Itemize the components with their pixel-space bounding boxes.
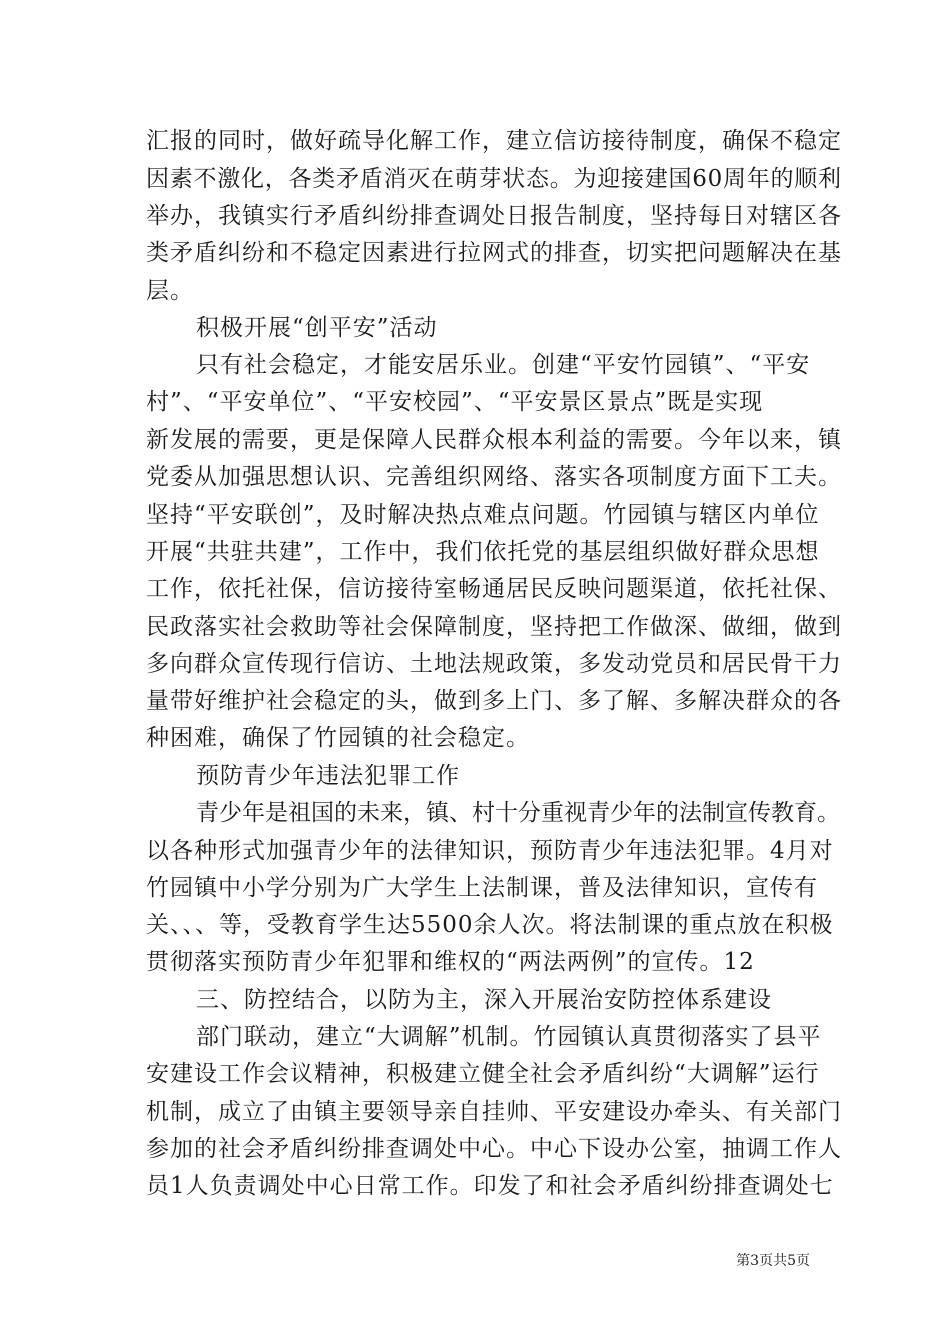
body-line: 因素不激化，各类矛盾消灭在萌芽状态。为迎接建国60周年的顺利 bbox=[146, 166, 842, 192]
body-line: 举办，我镇实行矛盾纠纷排查调处日报告制度，坚持每日对辖区各 bbox=[146, 203, 842, 229]
body-line: 类矛盾纠纷和不稳定因素进行拉网式的排查，切实把问题解决在基 bbox=[146, 240, 842, 266]
body-line: 层。 bbox=[146, 278, 194, 304]
body-line: 参加的社会矛盾纠纷排查调处中心。中心下设办公室，抽调工作人 bbox=[146, 1136, 842, 1162]
section-heading: 预防青少年违法犯罪工作 bbox=[196, 763, 460, 789]
body-line: 员1人负责调处中心日常工作。印发了和社会矛盾纠纷排查调处七 bbox=[146, 1173, 834, 1199]
body-line: 开展“共驻共建”，工作中，我们依托党的基层组织做好群众思想 bbox=[146, 539, 820, 565]
body-line: 关、、、等，受教育学生达5500余人次。将法制课的重点放在积极 bbox=[146, 912, 834, 938]
body-line: 安建设工作会议精神，积极建立健全社会矛盾纠纷“大调解”运行 bbox=[146, 1061, 820, 1087]
section-heading: 积极开展“创平安”活动 bbox=[196, 315, 438, 341]
body-line: 竹园镇中小学分别为广大学生上法制课，普及法律知识，宣传有 bbox=[146, 875, 818, 901]
body-line: 机制，成立了由镇主要领导亲自挂帅、平安建设办牵头、有关部门 bbox=[146, 1099, 842, 1125]
section-heading: 三、防控结合，以防为主，深入开展治安防控体系建设 bbox=[196, 987, 772, 1013]
body-line: 党委从加强思想认识、完善组织网络、落实各项制度方面下工夫。 bbox=[146, 464, 842, 490]
body-line: 量带好维护社会稳定的头，做到多上门、多了解、多解决群众的各 bbox=[146, 688, 842, 714]
body-line: 新发展的需要，更是保障人民群众根本利益的需要。今年以来，镇 bbox=[146, 427, 842, 453]
page-number: 第3页共5页 bbox=[736, 1253, 810, 1269]
body-line: 村”、“平安单位”、“平安校园”、“平安景区景点”既是实现 bbox=[146, 389, 764, 415]
body-line: 以各种形式加强青少年的法律知识，预防青少年违法犯罪。4月对 bbox=[146, 838, 834, 864]
body-line: 民政落实社会救助等社会保障制度，坚持把工作做深、做细，做到 bbox=[146, 614, 842, 640]
body-line: 多向群众宣传现行信访、土地法规政策，多发动党员和居民骨干力 bbox=[146, 651, 842, 677]
body-line: 工作，依托社保，信访接待室畅通居民反映问题渠道，依托社保、 bbox=[146, 576, 842, 602]
body-line: 贯彻落实预防青少年犯罪和维权的“两法两例”的宣传。12 bbox=[146, 949, 755, 975]
body-line: 种困难，确保了竹园镇的社会稳定。 bbox=[146, 725, 530, 751]
body-line: 只有社会稳定，才能安居乐业。创建“平安竹园镇”、“平安 bbox=[196, 352, 811, 378]
body-line: 汇报的同时，做好疏导化解工作，建立信访接待制度，确保不稳定 bbox=[146, 128, 842, 154]
body-line: 部门联动，建立“大调解”机制。竹园镇认真贯彻落实了县平 bbox=[196, 1024, 822, 1050]
body-line: 坚持“平安联创”，及时解决热点难点问题。竹园镇与辖区内单位 bbox=[146, 502, 820, 528]
body-line: 青少年是祖国的未来，镇、村十分重视青少年的法制宣传教育。 bbox=[196, 800, 840, 826]
